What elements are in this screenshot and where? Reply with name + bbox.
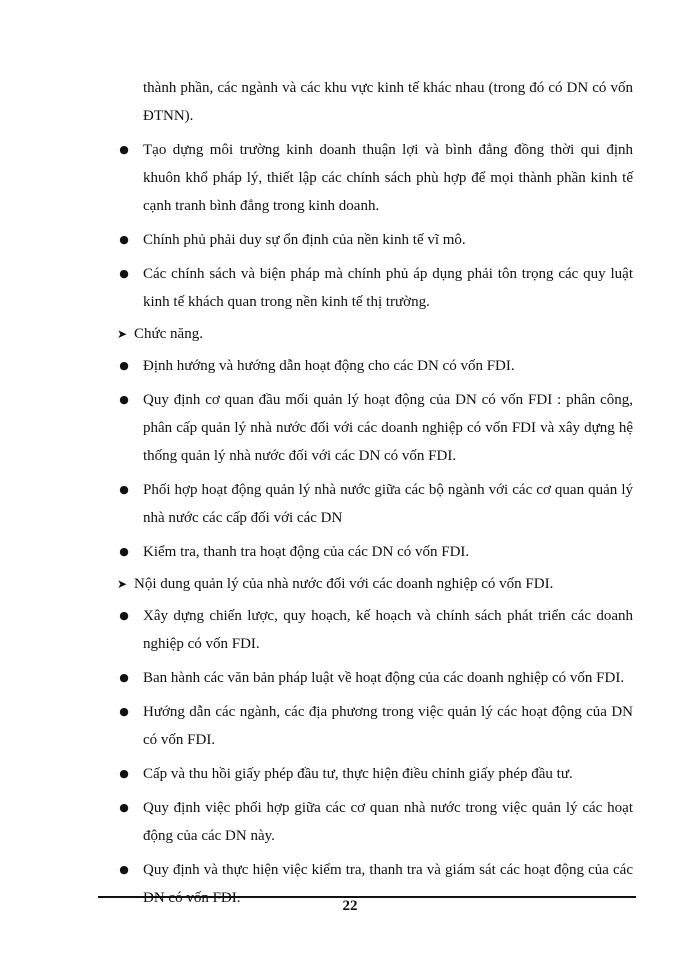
list-item [119, 226, 633, 254]
bullet-dot-icon: ● [119, 143, 129, 156]
list-item-text: Hướng dẫn các ngành, các địa phương trong việc quản lý các hoạt động của DN có vốn FDI. [143, 704, 633, 748]
arrowhead-icon: ➤ [117, 577, 128, 591]
paragraph-continuation: thành phần, các ngành và các khu vực kinh tế khác nhau (trong đó có DN có vốn ĐTNN). [143, 80, 633, 124]
list-item-text: Phối hợp hoạt động quản lý nhà nước giữa các bộ ngành với các cơ quan quản lý nhà nước các cấp đối với các DN [143, 482, 633, 526]
bullet-dot-icon: ● [119, 233, 129, 246]
list-item-text: Xây dựng chiến lược, quy hoạch, kế hoạch và chính sách phát triển các doanh nghiệp có vốn FDI. [143, 608, 633, 652]
page-number: 22 [342, 898, 358, 914]
list-item-text: Kiểm tra, thanh tra hoạt động của các DN có vốn FDI. [143, 544, 470, 560]
list-item-text: Chính phủ phải duy sự ổn định của nền kinh tế vĩ mô. [143, 232, 466, 248]
list-item [119, 386, 633, 470]
bullet-dot-icon: ● [119, 393, 129, 406]
bullet-dot-icon: ● [119, 359, 129, 372]
bullet-dot-icon: ● [119, 267, 129, 280]
bullet-dot-icon: ● [119, 801, 129, 814]
bullet-dot-icon: ● [119, 545, 129, 558]
list-item-text: Cấp và thu hồi giấy phép đầu tư, thực hiện điều chỉnh giấy phép đầu tư. [143, 766, 573, 782]
arrowhead-icon: ➤ [117, 327, 128, 341]
list-item-text: Quy định việc phối hợp giữa các cơ quan nhà nước trong việc quản lý các hoạt động của các DN này. [143, 800, 633, 844]
bullet-dot-icon: ● [119, 767, 129, 780]
list-item [119, 538, 633, 566]
list-item [119, 794, 633, 850]
section-heading-text: Chức năng. [134, 326, 203, 342]
list-item [119, 352, 633, 380]
list-item-text: Ban hành các văn bản pháp luật về hoạt động của các doanh nghiệp có vốn FDI. [143, 670, 625, 686]
list-item [119, 136, 633, 220]
list-item [119, 698, 633, 754]
list-item-text: Các chính sách và biện pháp mà chính phủ áp dụng phải tôn trọng các quy luật kinh tế khách quan trong nền kinh tế thị trường. [143, 266, 633, 310]
bullet-dot-icon: ● [119, 483, 129, 496]
bullet-dot-icon: ● [119, 863, 129, 876]
list-item [119, 760, 633, 788]
page-body [0, 74, 700, 912]
list-item [119, 476, 633, 532]
list-item [119, 602, 633, 658]
list-item-text: Quy định cơ quan đầu mối quản lý hoạt động của DN có vốn FDI : phân công, phân cấp quản lý nhà nước đối với các doanh nghiệp có vốn FDI và xây dựng hệ thống quản lý nhà nước đối với các DN có vốn FDI. [143, 392, 633, 464]
section-heading-content [117, 572, 633, 596]
bullet-dot-icon: ● [119, 671, 129, 684]
list-item [119, 664, 633, 692]
list-item-text: Tạo dựng môi trường kinh doanh thuận lợi và bình đẳng đồng thời qui định khuôn khổ pháp lý, thiết lập các chính sách phù hợp để mọi thành phần kinh tế cạnh tranh bình đẳng trong kinh doanh. [143, 142, 633, 214]
section-heading-functions [117, 322, 633, 346]
section-heading-text: Nội dung quản lý của nhà nước đối với các doanh nghiệp có vốn FDI. [134, 576, 554, 592]
bullet-dot-icon: ● [119, 705, 129, 718]
bullet-dot-icon: ● [119, 609, 129, 622]
list-item-text: Định hướng và hướng dẫn hoạt động cho các DN có vốn FDI. [143, 358, 515, 374]
list-item [119, 260, 633, 316]
list-item-text: Quy định và thực hiện việc kiểm tra, thanh tra và giám sát các hoạt động của các DN có vốn FDI. [143, 862, 633, 906]
